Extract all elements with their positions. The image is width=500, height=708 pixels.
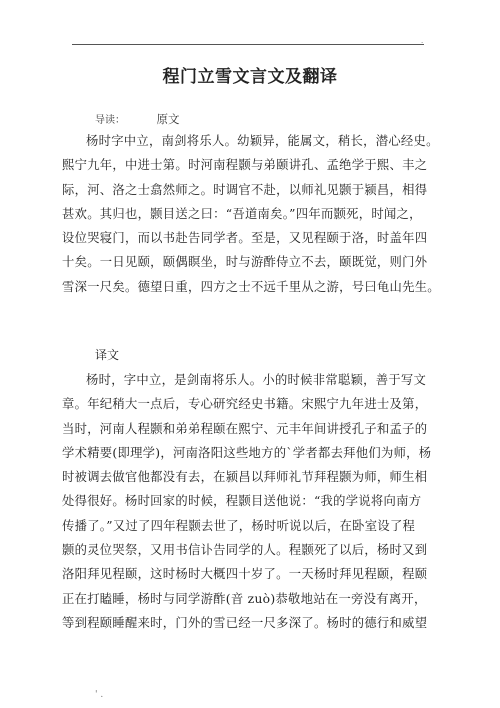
translation-paragraph	[62, 368, 438, 635]
translation-line: 传播了。”又过了四年程颢去世了，杨时听说以后，在卧室设了程	[62, 518, 416, 533]
guide-label: 导读：	[95, 115, 125, 126]
header-rule	[72, 44, 424, 45]
translation-label: 译文	[95, 348, 120, 362]
original-line: 雪深一尺矣。德望日重，四方之士不远千里从之游，号曰龟山先生。	[62, 279, 440, 294]
translation-line: 洛阳拜见程颐，这时杨时大概四十岁了。一天杨时拜见程颐，程颐	[62, 567, 428, 582]
original-line: 十矣。一日见颐，颐偶瞑坐，时与游酢侍立不去，颐既觉，则门外	[62, 255, 428, 270]
footer-mark: ' .	[95, 690, 104, 700]
original-line: 杨时字中立，南剑将乐人。幼颖异，能属文，稍长，潜心经史。	[86, 134, 439, 148]
header-mark: .	[421, 37, 424, 45]
translation-line: 颢的灵位哭祭，又用书信讣告同学的人。程颢死了以后，杨时又到	[62, 543, 428, 558]
page-title: 程门立雪文言文及翻译	[162, 67, 338, 87]
original-line: 设位哭寝门，而以书赴告同学者。至是，又见程颐于洛，时盖年四	[62, 231, 428, 246]
translation-line: 等到程颐睡醒来时，门外的雪已经一尺多深了。杨时的德行和威望	[62, 615, 428, 630]
guide-row	[95, 111, 180, 127]
original-text-paragraph	[62, 129, 438, 299]
translation-line: 学术精要(即理学)，河南洛阳这些地方的`学者都去拜他们为师，杨	[62, 445, 432, 460]
original-text-label: 原文	[156, 112, 180, 126]
translation-line: 章。年纪稍大一点后，专心研究经史书籍。宋熙宁九年进士及第，	[62, 397, 428, 412]
translation-line: 杨时，字中立，是剑南将乐人。小的时候非常聪颖，善于写文	[86, 373, 427, 387]
translation-line: 时被调去做官他都没有去，在颍昌以拜师礼节拜程颢为师，师生相	[62, 470, 428, 485]
translation-line: 正在打瞌睡，杨时与同学游酢(音 zuò)恭敬地站在一旁没有离开，	[62, 591, 427, 606]
original-line: 际，河、洛之士翕然师之。时调官不赴，以师礼见颢于颍昌，相得	[62, 182, 428, 197]
original-line: 甚欢。其归也，颢目送之曰：“吾道南矣。”四年而颢死，时闻之，	[62, 206, 422, 221]
translation-line: 当时，河南人程颢和弟弟程颐在熙宁、元丰年间讲授孔子和孟子的	[62, 421, 428, 436]
original-line: 熙宁九年，中进士第。时河南程颢与弟颐讲孔、孟绝学于熙、丰之	[62, 158, 428, 173]
translation-line: 处得很好。杨时回家的时候，程颢目送他说：“我的学说将向南方	[62, 494, 422, 509]
